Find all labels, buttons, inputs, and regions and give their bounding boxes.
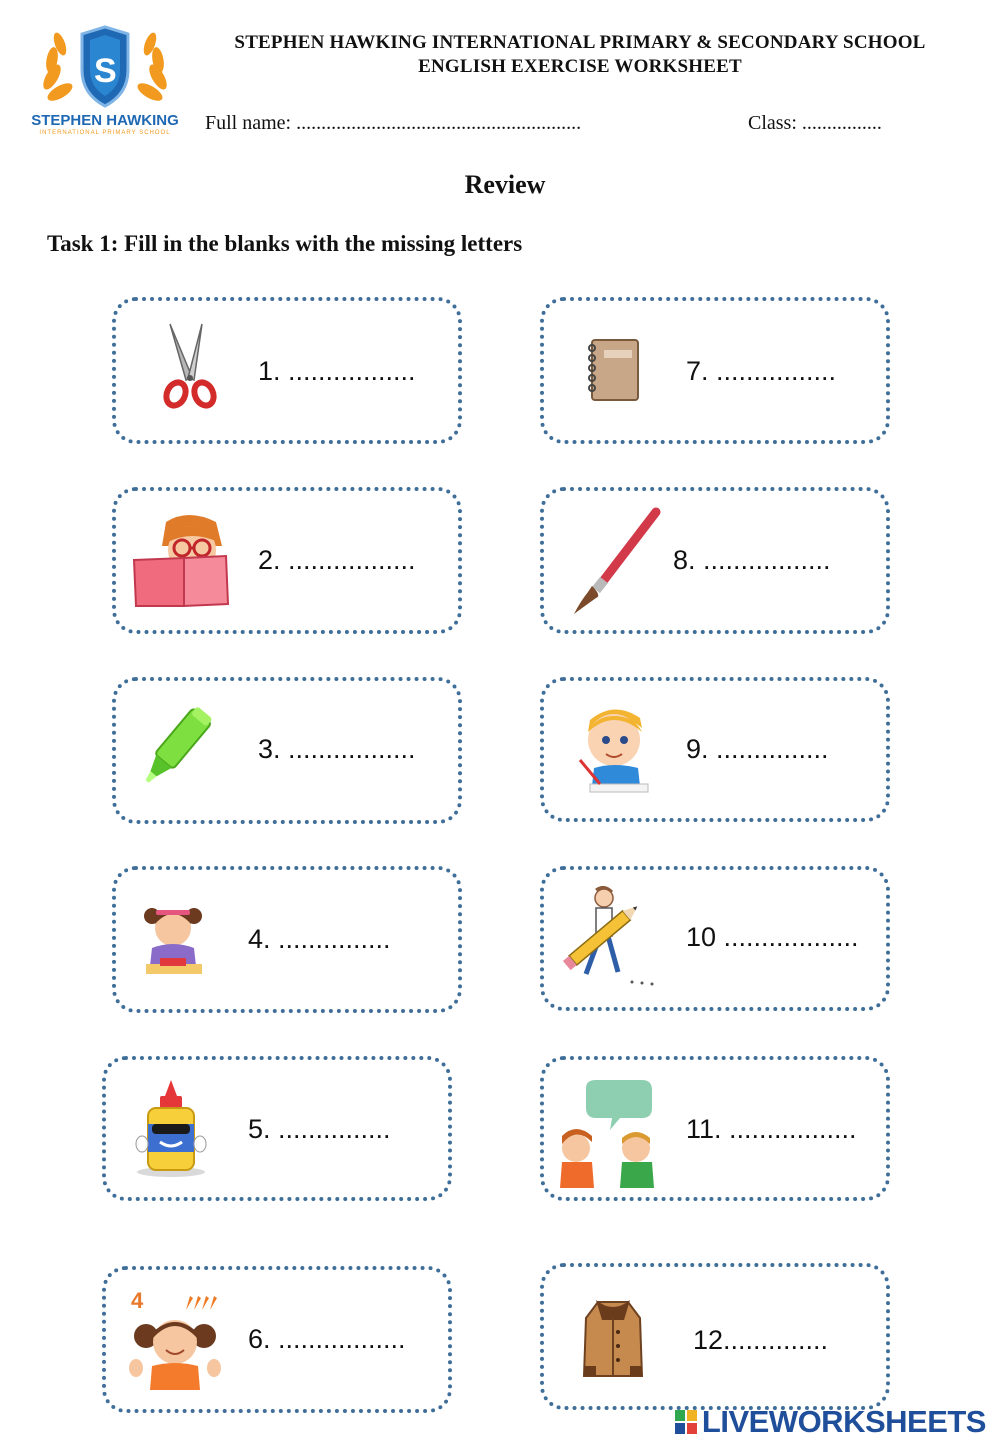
paintbrush-icon [568,506,664,616]
counting-number: 4 [131,1288,144,1313]
girl-counting-icon [128,1312,222,1390]
boy-writing-icon [574,702,658,796]
item-label-9: 9. ............... [686,734,829,764]
class-field: Class: ................ [748,112,882,134]
item-label-10: 10 .................. [686,922,859,952]
carrots-icon [182,1292,218,1312]
item-label-1: 1. ................. [258,356,416,386]
item-label-3: 3. ................. [258,734,416,764]
item-label-11: 11. ................. [686,1114,857,1144]
page-title: Review [464,170,546,199]
item-label-4: 4. ............... [248,924,391,954]
reading-boy-icon [130,512,240,608]
notebook-icon [586,338,642,402]
footer-brand-text: LIVEWORKSHEETS [701,1404,986,1439]
logo-text: STEPHEN HAWKING [31,112,179,129]
school-header [200,31,960,79]
item-label-7: 7. ................ [686,356,837,386]
boy-pencil-icon [562,886,666,990]
glue-bottle-icon [134,1078,208,1178]
item-label-8: 8. ................. [673,545,831,575]
kids-talking-icon [556,1078,668,1190]
item-label-5: 5. ............... [248,1114,391,1144]
worksheet-type: ENGLISH EXERCISE WORKSHEET [418,56,742,77]
scissors-icon [158,322,224,412]
highlighter-icon [136,700,216,795]
item-label-2: 2. ................. [258,545,416,575]
logo-subtext: INTERNATIONAL PRIMARY SCHOOL [39,130,171,136]
liveworksheets-logo-icon [675,1410,697,1434]
item-label-6: 6. ................. [248,1324,406,1354]
school-logo [30,22,180,140]
logo-letter: S [94,52,117,90]
full-name-field: Full name: ......................................................... [205,112,582,134]
school-name: STEPHEN HAWKING INTERNATIONAL PRIMARY & SECONDARY SCHOOL [234,32,926,53]
task-instruction: Task 1: Fill in the blanks with the missing letters [47,231,523,256]
liveworksheets-brand [702,1404,986,1440]
coat-icon [582,1296,644,1380]
girl-desk-icon [142,900,206,978]
item-label-12: 12.............. [693,1325,829,1355]
